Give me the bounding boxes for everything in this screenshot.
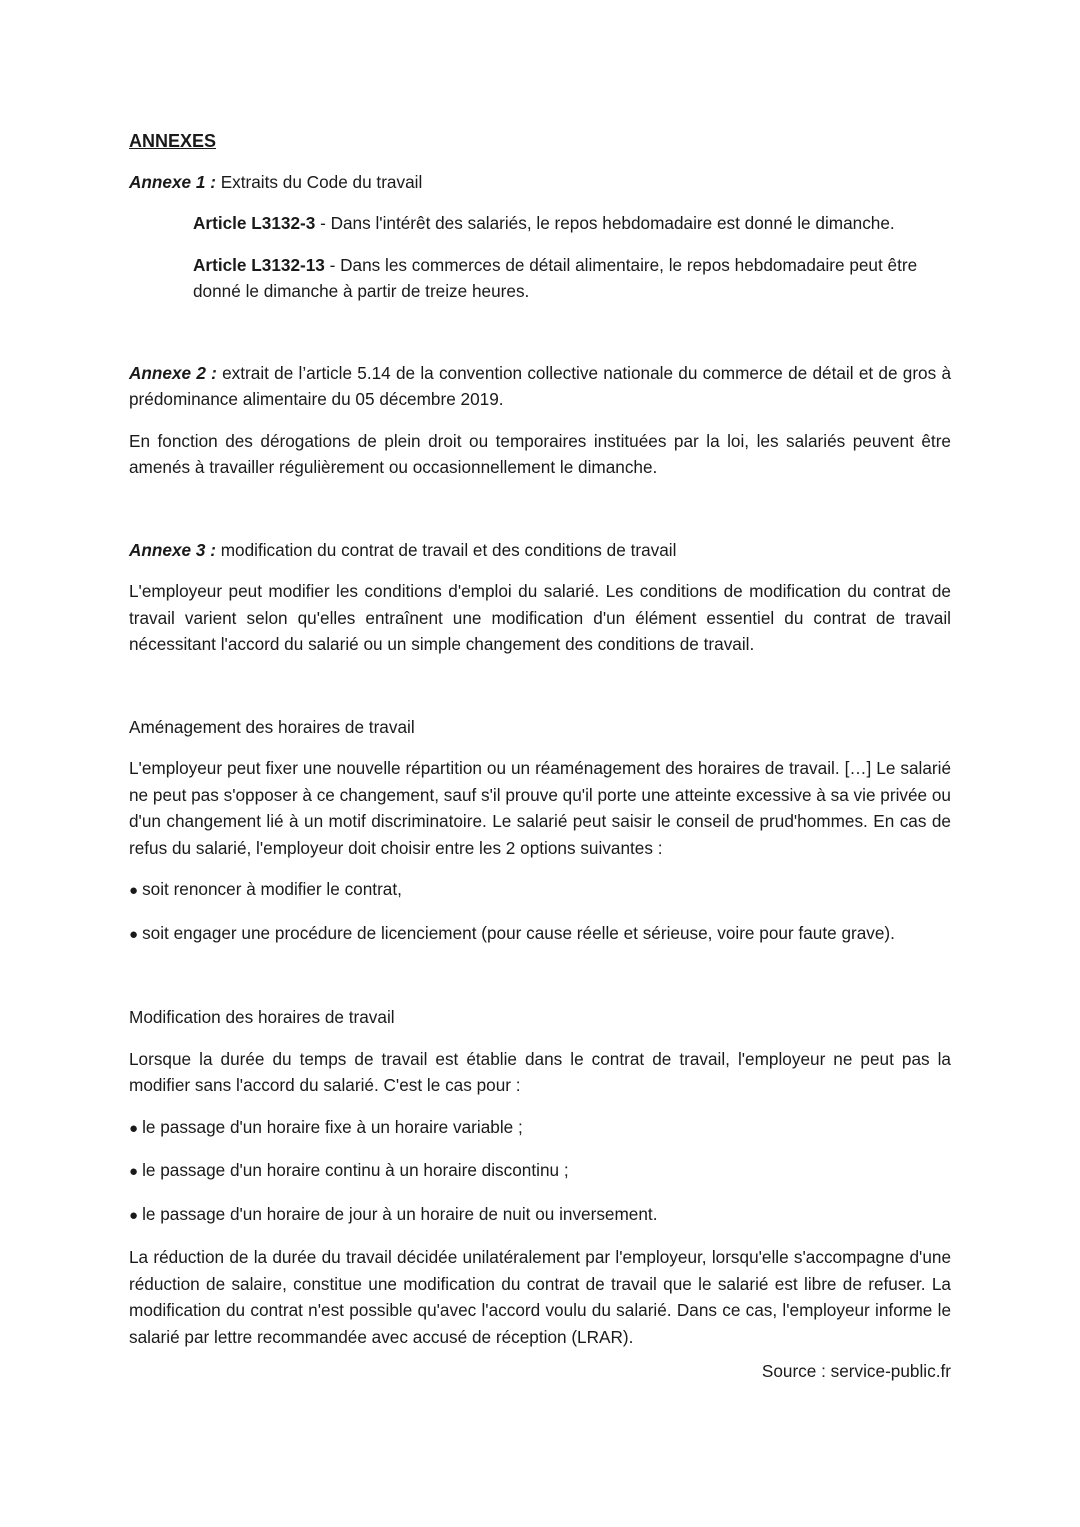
section-modification-paragraph: Lorsque la durée du temps de travail est établie dans le contrat de travail, l'employeur ne peut pas la modifier sans l'accord du salarié. C'est le cas pour : — [129, 1048, 951, 1095]
article-l3132-3 — [193, 210, 951, 237]
annex-2-title-text: extrait de l’article 5.14 de la convention collective nationale du commerce de détail et de gros à prédominance alimentaire du 05 décembre 2019. — [129, 362, 951, 409]
article-ref: Article L3132-3 — [193, 213, 316, 233]
annex-2-label: Annexe 2 : — [129, 362, 217, 383]
bullet-icon: ● — [129, 882, 139, 899]
annex-2-paragraph: En fonction des dérogations de plein droit ou temporaires instituées par la loi, les salariés peuvent être amenés à travailler régulièrement ou occasionnellement le dimanche. — [129, 430, 951, 477]
article-text: - Dans l'intérêt des salariés, le repos hebdomadaire est donné le dimanche. — [315, 213, 895, 233]
bullet-icon: ● — [129, 1206, 139, 1224]
bullet-icon: ● — [129, 925, 139, 943]
list-item: ● le passage d'un horaire continu à un horaire discontinu ; — [129, 1160, 569, 1180]
annex-3-title-text: modification du contrat de travail et des conditions de travail — [215, 539, 677, 560]
annex-3-label: Annexe 3 : — [129, 539, 216, 560]
list-item: ● le passage d'un horaire fixe à un horaire variable ; — [129, 1116, 523, 1137]
annex-1-title-text: Extraits du Code du travail — [215, 171, 423, 192]
bullet-icon: ● — [129, 1119, 139, 1137]
section-modification-title: Modification des horaires de travail — [129, 1007, 395, 1027]
annex-2-title — [129, 360, 951, 413]
section-modification-closing: La réduction de la durée du travail décidée unilatéralement par l'employeur, lorsqu'elle s'accompagne d'une réduction de salaire, constitue une modification du contrat de travail que le salarié est libre de refuser. La modification du contrat n'est possible qu'avec l'accord voulu du salarié. Dans ce cas, l'employeur informe le salarié par lettre recommandée avec accusé de réception (LRAR). — [129, 1247, 951, 1347]
source-line: Source : service-public.fr — [761, 1361, 951, 1381]
list-item: ● soit engager une procédure de licenciement (pour cause réelle et sérieuse, voire pour faute grave). — [129, 922, 895, 943]
annex-1-title — [129, 169, 951, 196]
article-ref: Article L3132-13 — [193, 254, 325, 275]
article-text: - Dans les commerces de détail alimentaire, le repos hebdomadaire peut être donné le dimanche à partir de treize heures. — [193, 254, 918, 301]
section-amenagement-title: Aménagement des horaires de travail — [129, 716, 415, 737]
section-amenagement-paragraph: L'employeur peut fixer une nouvelle répartition ou un réaménagement des horaires de travail. […] Le salarié ne peut pas s'opposer à ce changement, sauf s'il prouve qu'il porte une atteinte excessive à sa vie privée ou d'un changement lié à un motif discriminatoire. Le salarié peut saisir le conseil de prud'hommes. En cas de refus du salarié, l'employeur doit choisir entre les 2 options suivantes : — [129, 758, 951, 858]
document-page — [129, 128, 951, 1385]
annex-3-title — [129, 537, 951, 564]
bullet-icon: ● — [129, 1163, 139, 1180]
article-l3132-13 — [193, 252, 951, 305]
list-item: ● soit renoncer à modifier le contrat, — [129, 879, 402, 899]
list-item: ● le passage d'un horaire de jour à un horaire de nuit ou inversement. — [129, 1203, 658, 1224]
page-heading: ANNEXES — [129, 131, 217, 151]
annex-1-label: Annexe 1 : — [129, 171, 216, 192]
annex-3-paragraph: L'employeur peut modifier les conditions d'emploi du salarié. Les conditions de modification du contrat de travail varient selon qu'elles entraînent une modification d'un élément essentiel du contrat de travail nécessitant l'accord du salarié ou un simple changement des conditions de travail. — [129, 581, 951, 654]
